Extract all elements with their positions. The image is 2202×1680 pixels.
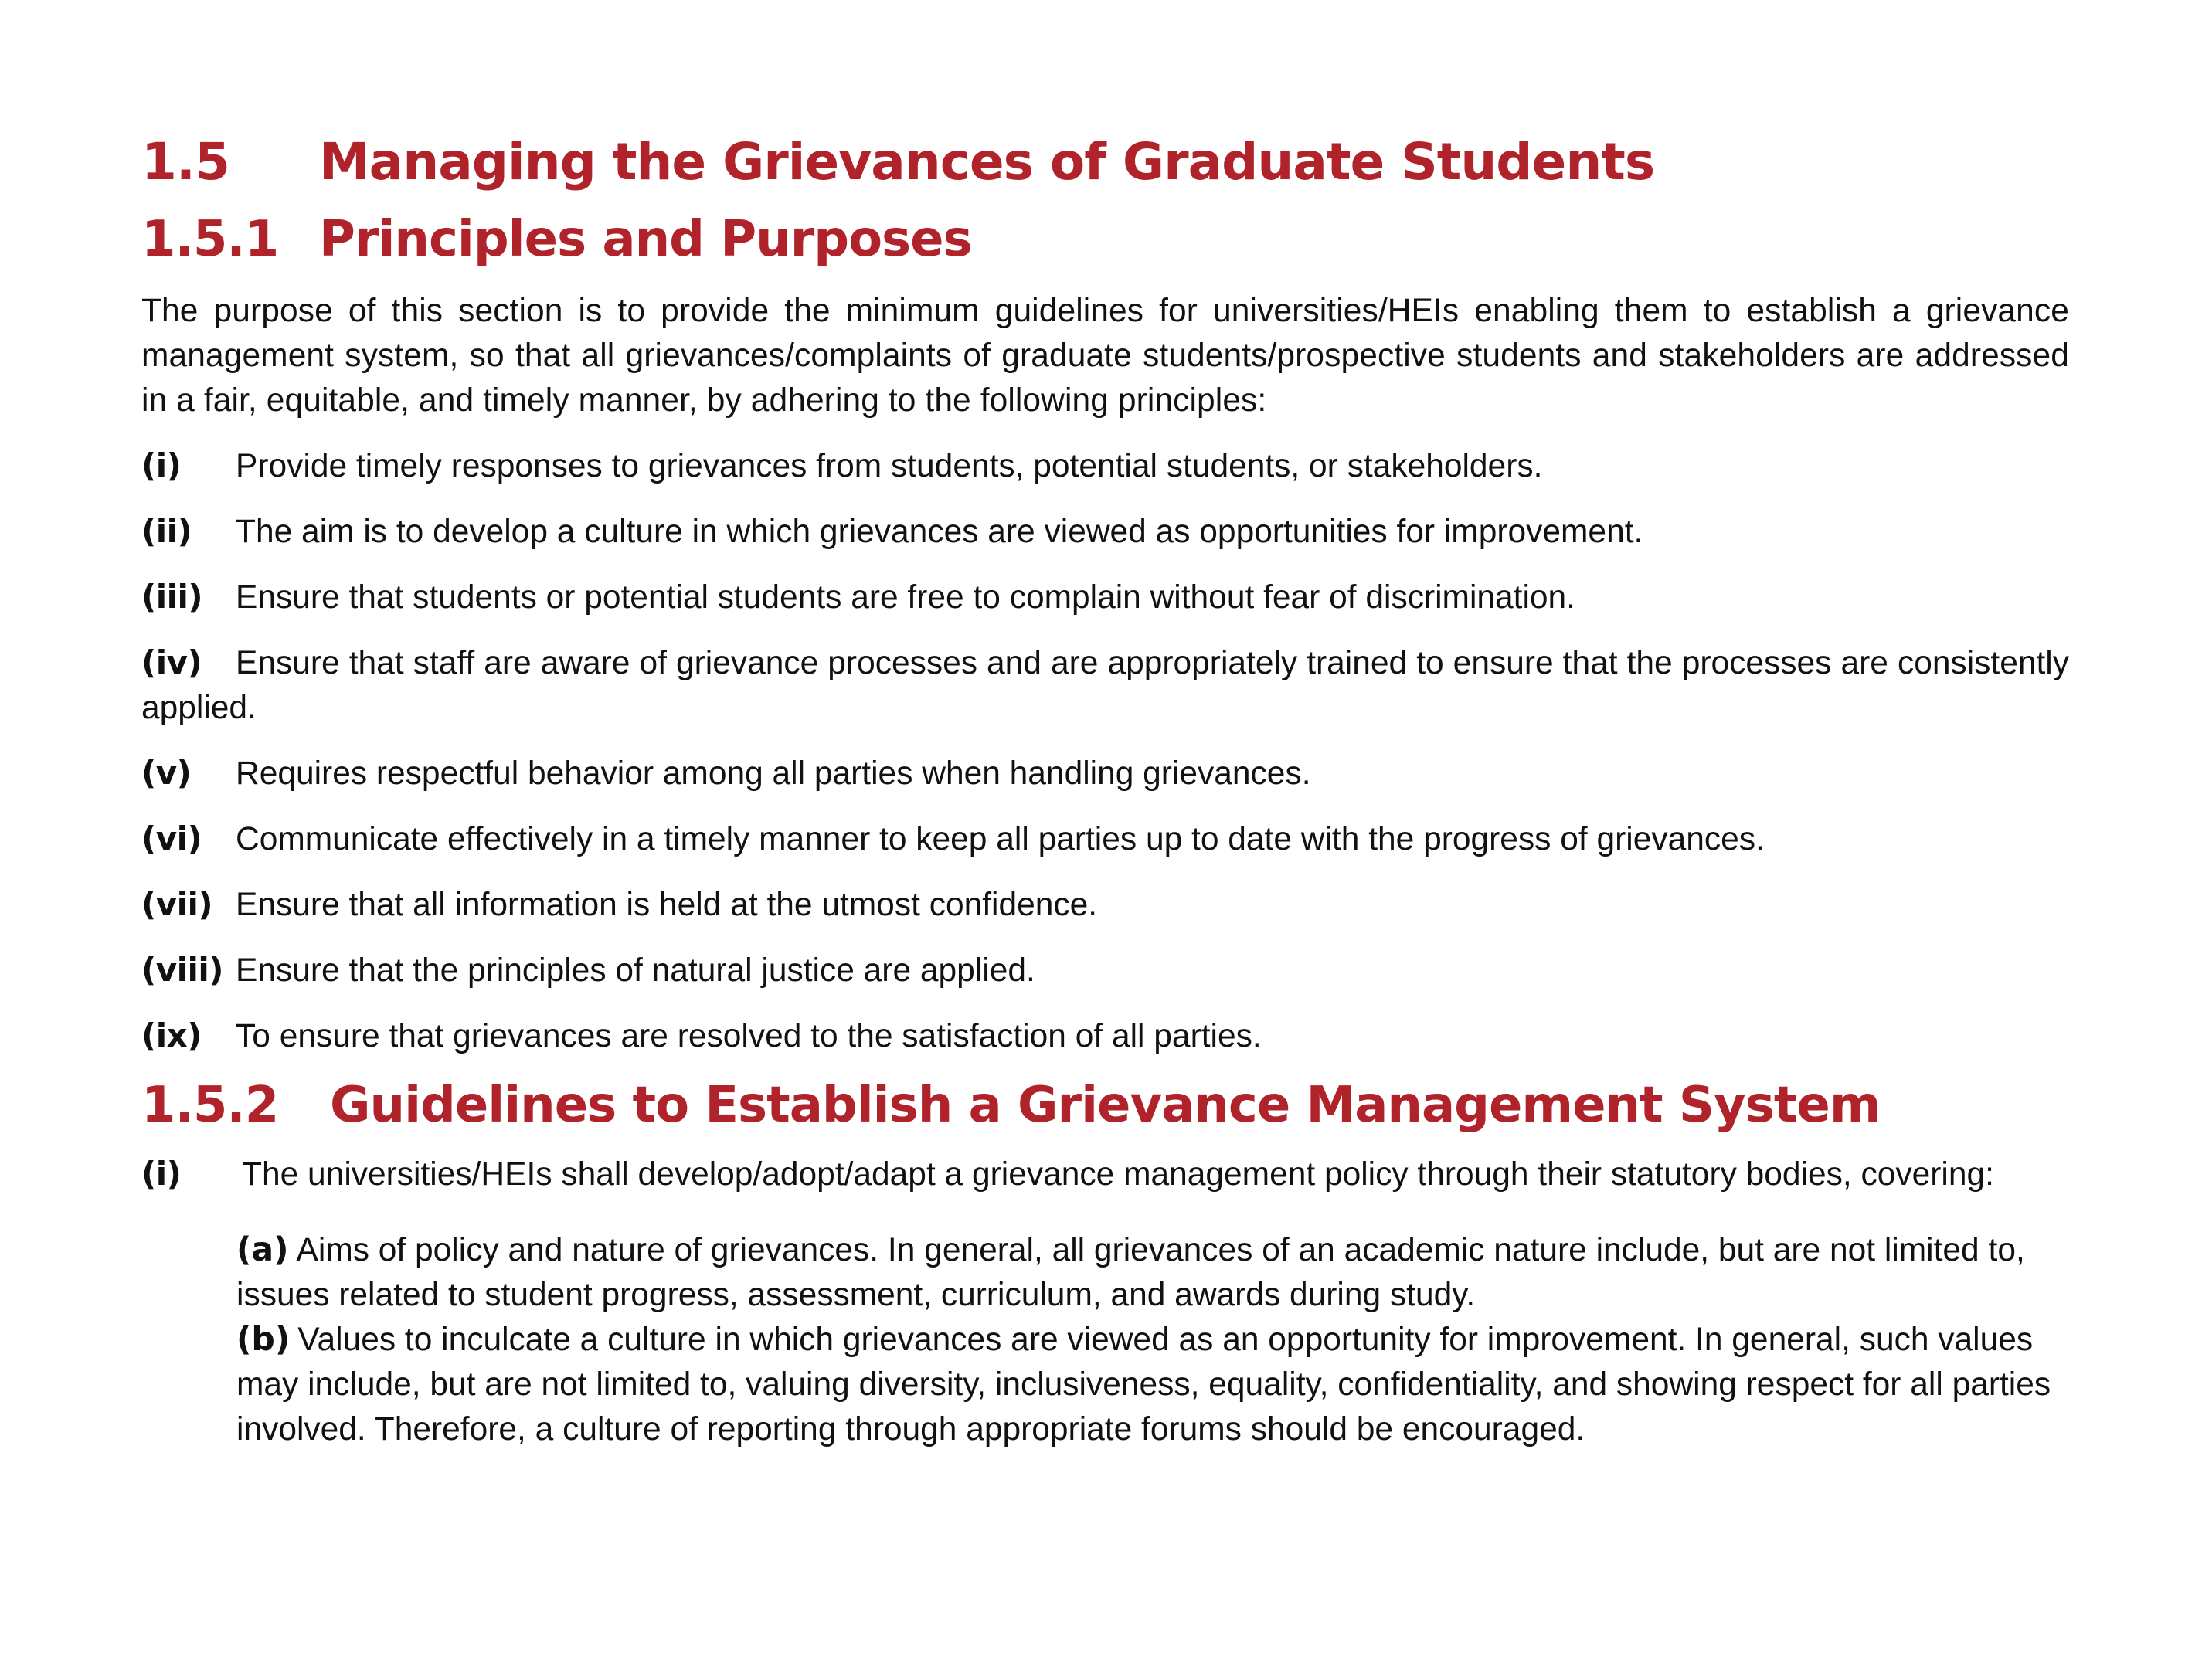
list-item-label: (iii) (141, 578, 203, 616)
subsection-2-heading-wrap (141, 1067, 2069, 1144)
subsection-1-intro: The purpose of this section is to provide the minimum guidelines for universities/HEIs enabling them to establish a grievance management system, so that all grievances/complaints of graduate students/prospective students and stakeholders are addressed in a fair, equitable, and timely manner, by adhering to the following principles: (141, 293, 2069, 419)
list-item (141, 575, 2069, 620)
list-item (141, 882, 2069, 928)
list-item-text: Provide timely responses to grievances from students, potential students, or stakeholders. (236, 448, 1543, 484)
list-item-text: Ensure that the principles of natural justice are applied. (236, 952, 1035, 989)
sublist-item-text: Values to inculcate a culture in which grievances are viewed as an opportunity for improvement. In general, such values may include, but are not limited to, valuing diversity, inclusiveness, equality, confidentiality, and showing respect for all parties involved. Therefore, a culture of reporting through appropriate forums should be encouraged. (236, 1322, 2051, 1448)
sublist-item-text: Aims of policy and nature of grievances. In general, all grievances of an academic nature include, but are not limited to, issues related to student progress, assessment, curriculum, and awards during study. (236, 1232, 2025, 1313)
list-item (141, 948, 2069, 993)
subsection-1-title: Principles and Purposes (319, 211, 972, 268)
list-item-label: (ix) (141, 1016, 202, 1054)
list-item (141, 816, 2069, 862)
principles-list (141, 443, 2069, 1059)
document-content (141, 124, 2069, 1452)
list-item (141, 509, 2069, 555)
sublist-item-label: (a) (236, 1231, 289, 1269)
list-item-text: The universities/HEIs shall develop/adopt/adapt a grievance management policy through their statutory bodies, covering: (242, 1156, 1994, 1193)
list-item-label: (i) (141, 1155, 182, 1193)
list-item-text: Communicate effectively in a timely manner to keep all parties up to date with the progress of grievances. (236, 821, 1765, 857)
list-item-label: (vii) (141, 885, 213, 923)
list-item-label: (vi) (141, 820, 202, 857)
section-number: 1.5 (141, 132, 229, 192)
list-item-text: The aim is to develop a culture in which grievances are viewed as opportunities for improvement. (236, 514, 1643, 550)
sublist-item-label: (b) (236, 1321, 291, 1359)
list-item-label: (iv) (141, 643, 202, 681)
list-item (141, 443, 2069, 489)
list-item-label: (viii) (141, 951, 223, 989)
sublist-item (236, 1318, 2069, 1452)
list-item (141, 640, 2069, 731)
list-item-text: Ensure that staff are aware of grievance processes and are appropriately trained to ensure that the processes are consistently applied. (141, 645, 2069, 726)
guidelines-sublist (236, 1228, 2069, 1452)
list-item-text: Ensure that students or potential students are free to complain without fear of discrimination. (236, 579, 1575, 616)
list-item-label: (v) (141, 754, 192, 792)
list-item (141, 751, 2069, 796)
list-item-label: (ii) (141, 512, 192, 550)
subsection-1-heading (141, 201, 2069, 278)
subsection-2-title: Guidelines to Establish a Grievance Management System (330, 1077, 1881, 1134)
list-item-label: (i) (141, 446, 182, 484)
list-item-text: Ensure that all information is held at the utmost confidence. (236, 887, 1098, 923)
list-item (141, 1152, 2069, 1197)
sublist-item (236, 1228, 2069, 1318)
section-title: Managing the Grievances of Graduate Students (319, 132, 1655, 192)
subsection-2-number: 1.5.2 (141, 1077, 279, 1134)
subsection-2-heading (141, 1067, 2069, 1144)
subsection-1-number: 1.5.1 (141, 211, 279, 268)
section-heading (141, 124, 2069, 201)
guidelines-list (141, 1152, 2069, 1197)
list-item-text: Requires respectful behavior among all parties when handling grievances. (236, 755, 1311, 792)
list-item-text: To ensure that grievances are resolved to the satisfaction of all parties. (236, 1018, 1262, 1054)
list-item (141, 1013, 2069, 1059)
